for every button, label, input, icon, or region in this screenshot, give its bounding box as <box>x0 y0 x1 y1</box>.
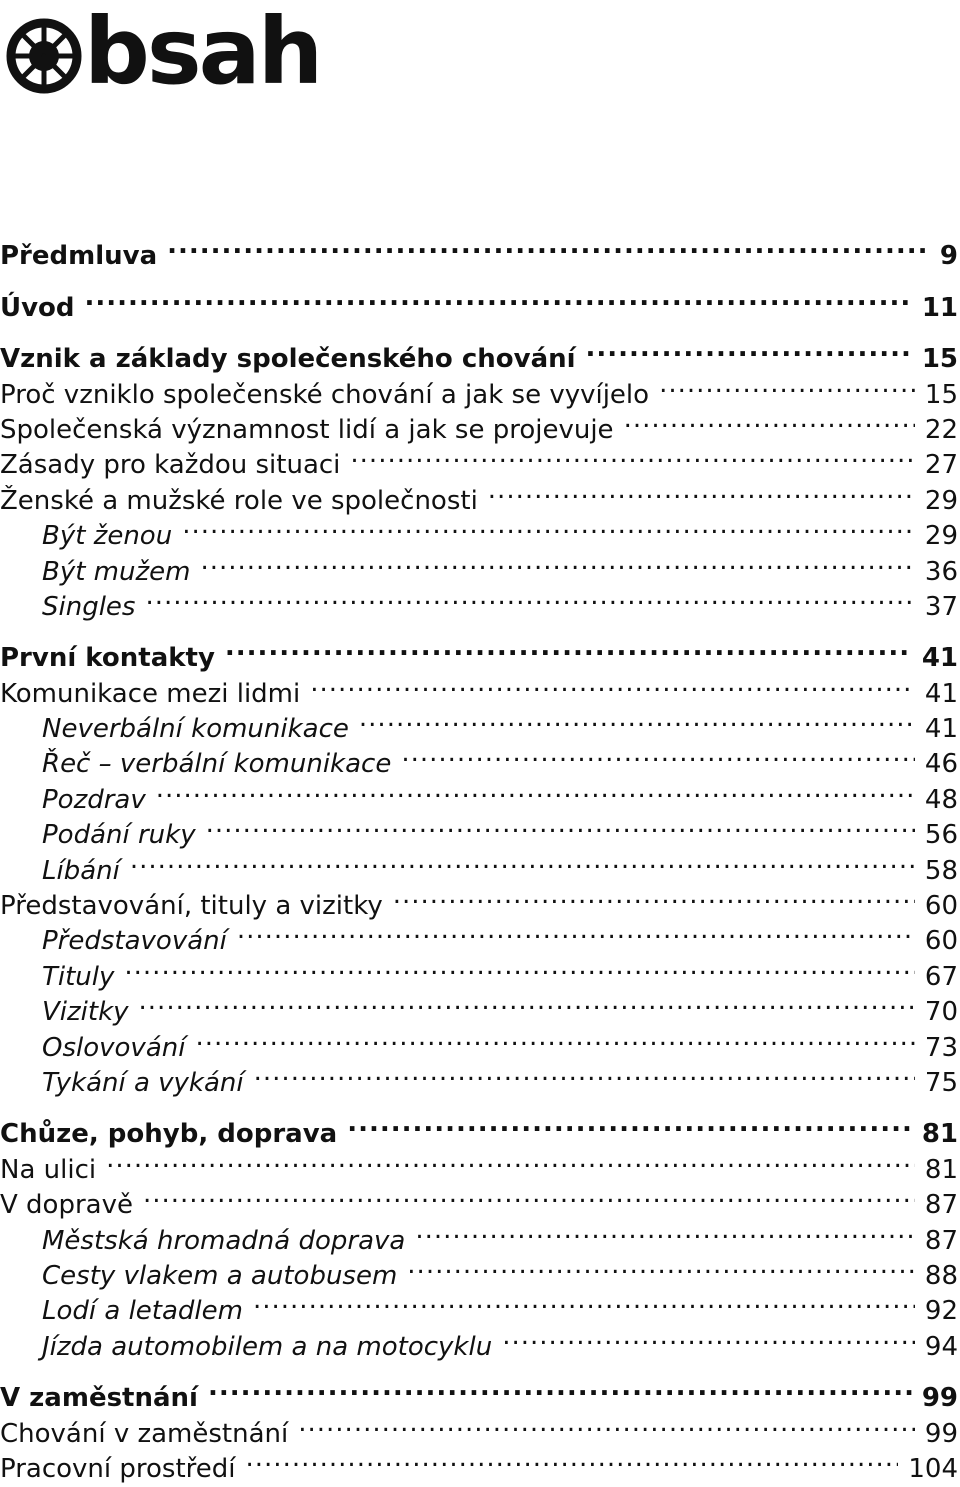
toc-entry-label: Pracovní prostředí <box>0 1453 236 1484</box>
toc-entry-label: Zásady pro každou situaci <box>0 450 341 481</box>
toc-entry-label: Lodí a letadlem <box>42 1296 243 1327</box>
toc-entry[interactable] <box>0 1020 958 1063</box>
toc-dot-leader <box>106 1142 915 1177</box>
toc-entry-label: Podání ruky <box>42 820 196 851</box>
toc-entry-page-number: 46 <box>924 749 958 780</box>
toc-entry-label: Proč vzniklo společenské chování a jak se vyvíjelo <box>0 379 650 410</box>
toc-entry[interactable] <box>0 473 958 516</box>
toc-entry-page-number: 58 <box>924 855 958 886</box>
toc-entry-label: Chování v zaměstnání <box>0 1418 289 1449</box>
toc-entry-page-number: 87 <box>924 1190 958 1221</box>
toc-entry-label: Neverbální komunikace <box>42 714 349 745</box>
toc-entry[interactable] <box>0 280 958 323</box>
toc-entry[interactable] <box>0 879 958 922</box>
toc-dot-leader <box>167 229 930 264</box>
toc-entry[interactable] <box>0 1371 958 1414</box>
toc-entry-page-number: 11 <box>921 292 958 323</box>
toc-entry-label: Představování <box>42 926 227 957</box>
sun-wheel-icon <box>6 6 82 102</box>
toc-entry[interactable] <box>0 367 958 410</box>
toc-entry-label: Pozdrav <box>42 784 146 815</box>
toc-entry[interactable] <box>0 985 958 1028</box>
toc-dot-leader <box>139 985 915 1020</box>
toc-dot-leader <box>415 1213 915 1248</box>
toc-entry-page-number: 60 <box>924 926 958 957</box>
toc-entry-label: Společenská významnost lidí a jak se projevuje <box>0 414 614 445</box>
toc-dot-leader <box>350 438 915 473</box>
toc-entry[interactable] <box>0 949 958 992</box>
toc-entry-page-number: 48 <box>924 784 958 815</box>
toc-entry[interactable] <box>0 544 958 587</box>
toc-entry-label: Předmluva <box>0 241 158 272</box>
toc-dot-leader <box>130 843 915 878</box>
toc-dot-leader <box>502 1319 915 1354</box>
toc-dot-leader <box>85 280 912 315</box>
toc-entry-page-number: 99 <box>924 1418 958 1449</box>
toc-entry-label: Chůze, pohyb, doprava <box>0 1119 338 1150</box>
toc-dot-leader <box>347 1107 912 1142</box>
toc-entry[interactable] <box>0 1284 958 1327</box>
toc-entry-page-number: 37 <box>924 591 958 622</box>
toc-entry[interactable] <box>0 737 958 780</box>
toc-dot-leader <box>124 949 915 984</box>
toc-dot-leader <box>208 1371 912 1406</box>
toc-entry-page-number: 104 <box>908 1453 958 1484</box>
toc-dot-leader <box>225 631 912 666</box>
toc-entry-page-number: 99 <box>921 1383 958 1414</box>
toc-dot-leader <box>182 509 915 544</box>
toc-dot-leader <box>359 702 915 737</box>
toc-entry[interactable] <box>0 702 958 745</box>
toc-entry-label: Představování, tituly a vizitky <box>0 891 383 922</box>
toc-dot-leader <box>254 1056 915 1091</box>
toc-entry-label: Na ulici <box>0 1154 97 1185</box>
toc-entry-page-number: 56 <box>924 820 958 851</box>
toc-entry[interactable] <box>0 1107 958 1150</box>
toc-dot-leader <box>310 666 915 701</box>
toc-dot-leader <box>253 1284 915 1319</box>
toc-dot-leader <box>298 1406 915 1441</box>
page-title-text: bsah <box>84 0 321 105</box>
toc-dot-leader <box>145 580 914 615</box>
toc-entry-label: Ženské a mužské role ve společnosti <box>0 485 478 516</box>
toc-dot-leader <box>586 332 912 367</box>
toc-entry[interactable] <box>0 914 958 957</box>
toc-dot-leader <box>246 1442 899 1477</box>
toc-entry-label: Komunikace mezi lidmi <box>0 678 301 709</box>
toc-entry-label: Vizitky <box>42 997 129 1028</box>
toc-entry-label: Singles <box>42 591 136 622</box>
toc-entry-label: Tykání a vykání <box>42 1067 244 1098</box>
toc-entry-label: Tituly <box>42 961 115 992</box>
toc-dot-leader <box>401 737 915 772</box>
toc-entry-label: Oslovování <box>42 1032 186 1063</box>
toc-entry-page-number: 92 <box>924 1296 958 1327</box>
toc-entry[interactable] <box>0 1319 958 1362</box>
toc-entry-page-number: 15 <box>924 379 958 410</box>
toc-entry-page-number: 70 <box>924 997 958 1028</box>
toc-entry-page-number: 81 <box>924 1154 958 1185</box>
toc-entry-page-number: 67 <box>924 961 958 992</box>
toc-dot-leader <box>488 473 915 508</box>
toc-entry-label: Úvod <box>0 292 75 323</box>
toc-entry[interactable] <box>0 1442 958 1484</box>
toc-entry-label: V dopravě <box>0 1190 133 1221</box>
toc-entry[interactable] <box>0 772 958 815</box>
toc-entry-page-number: 75 <box>924 1067 958 1098</box>
toc-entry[interactable] <box>0 666 958 709</box>
toc-entry-page-number: 87 <box>924 1225 958 1256</box>
toc-dot-leader <box>156 772 915 807</box>
toc-entry-page-number: 60 <box>924 891 958 922</box>
toc-entry[interactable] <box>0 1142 958 1185</box>
toc-entry[interactable] <box>0 403 958 445</box>
toc-entry-label: V zaměstnání <box>0 1383 198 1414</box>
toc-entry[interactable] <box>0 1178 958 1221</box>
toc-dot-leader <box>195 1020 914 1055</box>
toc-entry[interactable] <box>0 580 958 622</box>
toc-dot-leader <box>407 1249 915 1284</box>
toc-dot-leader <box>143 1178 915 1213</box>
toc-entry-page-number: 41 <box>924 678 958 709</box>
table-of-contents <box>0 229 958 1484</box>
toc-dot-leader <box>200 544 914 579</box>
toc-entry[interactable] <box>0 631 958 674</box>
toc-dot-leader <box>237 914 915 949</box>
toc-entry-page-number: 29 <box>924 521 958 552</box>
page-title <box>6 0 321 105</box>
toc-entry-page-number: 29 <box>924 485 958 516</box>
toc-entry-label: Vznik a základy společenského chování <box>0 344 576 375</box>
toc-entry[interactable] <box>0 332 958 375</box>
toc-entry[interactable] <box>0 509 958 552</box>
toc-entry[interactable] <box>0 808 958 851</box>
toc-entry[interactable] <box>0 1056 958 1098</box>
toc-entry-page-number: 73 <box>924 1032 958 1063</box>
toc-entry[interactable] <box>0 843 958 886</box>
toc-entry-label: První kontakty <box>0 643 215 674</box>
toc-entry-page-number: 41 <box>921 643 958 674</box>
toc-dot-leader <box>393 879 915 914</box>
toc-dot-leader <box>659 367 915 402</box>
toc-entry-page-number: 9 <box>939 241 958 272</box>
toc-entry-label: Být mužem <box>42 556 191 587</box>
toc-entry-label: Líbání <box>42 855 120 886</box>
toc-entry-label: Řeč – verbální komunikace <box>42 749 392 780</box>
toc-entry[interactable] <box>0 438 958 481</box>
toc-dot-leader <box>206 808 915 843</box>
toc-entry-label: Být ženou <box>42 521 173 552</box>
toc-entry[interactable] <box>0 229 958 272</box>
toc-entry[interactable] <box>0 1213 958 1256</box>
toc-entry-page-number: 36 <box>924 556 958 587</box>
toc-entry[interactable] <box>0 1406 958 1449</box>
toc-entry[interactable] <box>0 1249 958 1291</box>
toc-dot-leader <box>624 403 915 438</box>
toc-entry-label: Cesty vlakem a autobusem <box>42 1260 398 1291</box>
toc-entry-label: Městská hromadná doprava <box>42 1225 406 1256</box>
toc-entry-page-number: 27 <box>924 450 958 481</box>
toc-entry-page-number: 88 <box>924 1260 958 1291</box>
toc-entry-page-number: 81 <box>921 1119 958 1150</box>
toc-entry-label: Jízda automobilem a na motocyklu <box>42 1331 493 1362</box>
toc-entry-page-number: 94 <box>924 1331 958 1362</box>
toc-entry-page-number: 15 <box>921 344 958 375</box>
toc-entry-page-number: 22 <box>924 414 958 445</box>
toc-entry-page-number: 41 <box>924 714 958 745</box>
